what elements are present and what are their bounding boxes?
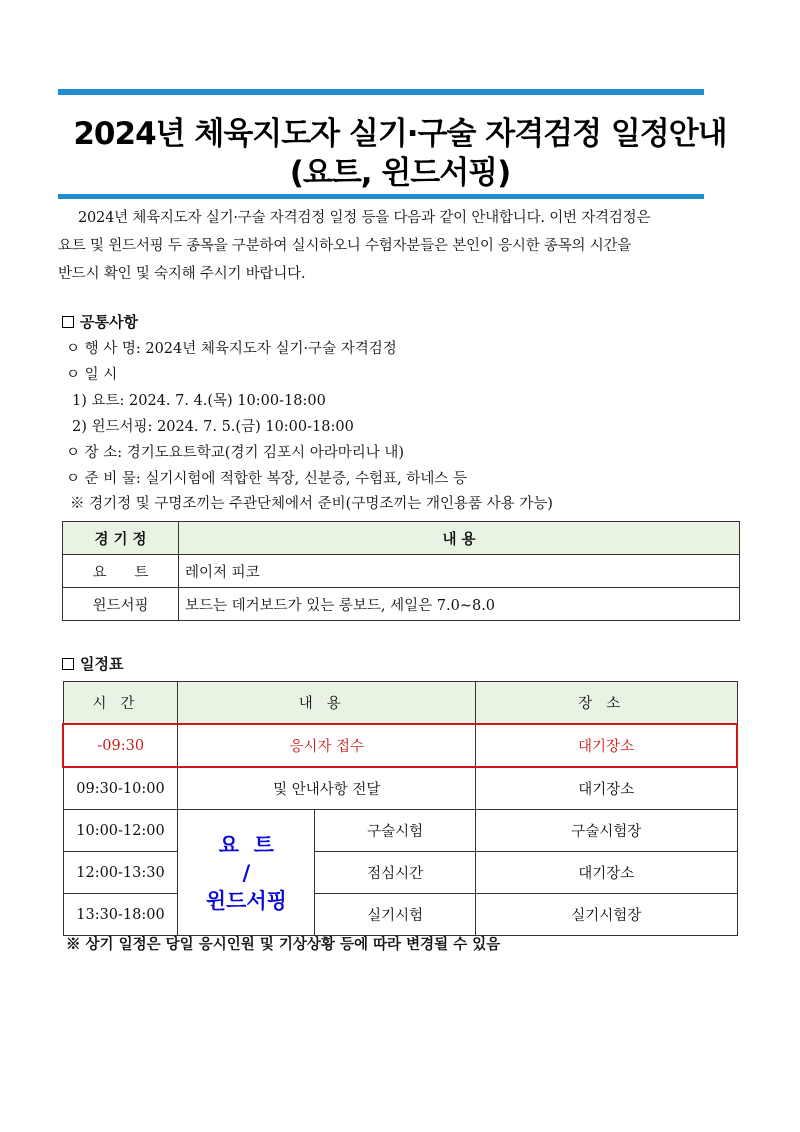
- schedule-content: 응시자 접수: [178, 724, 476, 767]
- checkbox-square-icon: [62, 658, 74, 670]
- schedule-time: 12:00-13:30: [63, 852, 178, 894]
- schedule-table: [62, 681, 738, 936]
- schedule-header-time: 시간: [63, 682, 178, 725]
- boat-table: [62, 521, 740, 621]
- boat-content: 보드는 데거보드가 있는 롱보드, 세일은 7.0~8.0: [179, 588, 740, 621]
- schedule-content: 점심시간: [315, 852, 476, 894]
- schedule-time: 09:30-10:00: [63, 767, 178, 810]
- boat-header-name: 경 기 정: [63, 522, 179, 555]
- table-row: [63, 852, 737, 894]
- bottom-rule: [58, 194, 704, 199]
- schedule-content: 구술시험: [315, 810, 476, 852]
- intro-paragraph: [58, 204, 748, 288]
- table-row: [63, 588, 740, 621]
- boat-name: 윈드서핑: [63, 588, 179, 621]
- table-row: [63, 724, 737, 767]
- place: ㅇ 장 소: 경기도요트학교(경기 김포시 아라마리나 내): [66, 445, 404, 461]
- table-row: [63, 767, 737, 810]
- supplies: ㅇ 준 비 물: 실기시험에 적합한 복장, 신분증, 수험표, 하네스 등: [66, 471, 467, 487]
- schedule-footnote: ※ 상기 일정은 당일 응시인원 및 기상상황 등에 따라 변경될 수 있음: [66, 936, 501, 953]
- intro-line-3: 반드시 확인 및 숙지해 주시기 바랍니다.: [58, 266, 306, 282]
- schedule-content: 및 안내사항 전달: [178, 767, 476, 810]
- date-yacht: 1) 요트: 2024. 7. 4.(목) 10:00-18:00: [72, 393, 326, 409]
- schedule-time: 13:30-18:00: [63, 894, 178, 936]
- event-slash: /: [242, 860, 251, 885]
- schedule-time: 10:00-12:00: [63, 810, 178, 852]
- date-windsurf: 2) 윈드서핑: 2024. 7. 5.(금) 10:00-18:00: [72, 419, 354, 435]
- table-row: [63, 894, 737, 936]
- event-windsurf: 윈드서핑: [205, 888, 287, 913]
- event-merged-cell: [178, 810, 315, 936]
- boat-content: 레이저 피코: [179, 555, 740, 588]
- schedule-content: 실기시험: [315, 894, 476, 936]
- table-row: [63, 810, 737, 852]
- boat-header-content: 내 용: [179, 522, 740, 555]
- table-row: [63, 555, 740, 588]
- schedule-header-place: 장소: [476, 682, 737, 725]
- boat-name: 요 트: [63, 555, 179, 588]
- date-label: ㅇ 일 시: [66, 367, 118, 383]
- schedule-place: 대기장소: [476, 724, 737, 767]
- schedule-time: -09:30: [63, 724, 178, 767]
- schedule-place: 구술시험장: [476, 810, 737, 852]
- schedule-heading: 일정표: [62, 653, 123, 674]
- event-yacht: 요 트: [218, 832, 274, 857]
- schedule-place: 대기장소: [476, 767, 737, 810]
- common-heading: 공통사항: [62, 311, 138, 332]
- page-subtitle: (요트, 윈드서핑): [289, 155, 511, 191]
- schedule-place: 대기장소: [476, 852, 737, 894]
- checkbox-square-icon: [62, 316, 74, 328]
- top-rule: [58, 89, 704, 95]
- page-title: 2024년 체육지도자 실기·구술 자격검정 일정안내: [73, 116, 727, 152]
- equipment-note: ※ 경기정 및 구명조끼는 주관단체에서 준비(구명조끼는 개인용품 사용 가능): [70, 496, 553, 512]
- intro-line-2: 요트 및 윈드서핑 두 종목을 구분하여 실시하오니 수험자분들은 본인이 응시한 종목의 시간을: [58, 238, 632, 254]
- schedule-place: 실기시험장: [476, 894, 737, 936]
- schedule-header-content: 내용: [178, 682, 476, 725]
- event-name: ㅇ 행 사 명: 2024년 체육지도자 실기·구술 자격검정: [66, 341, 397, 357]
- intro-line-1: 2024년 체육지도자 실기·구술 자격검정 일정 등을 다음과 같이 안내합니다. 이번 자격검정은: [78, 210, 651, 226]
